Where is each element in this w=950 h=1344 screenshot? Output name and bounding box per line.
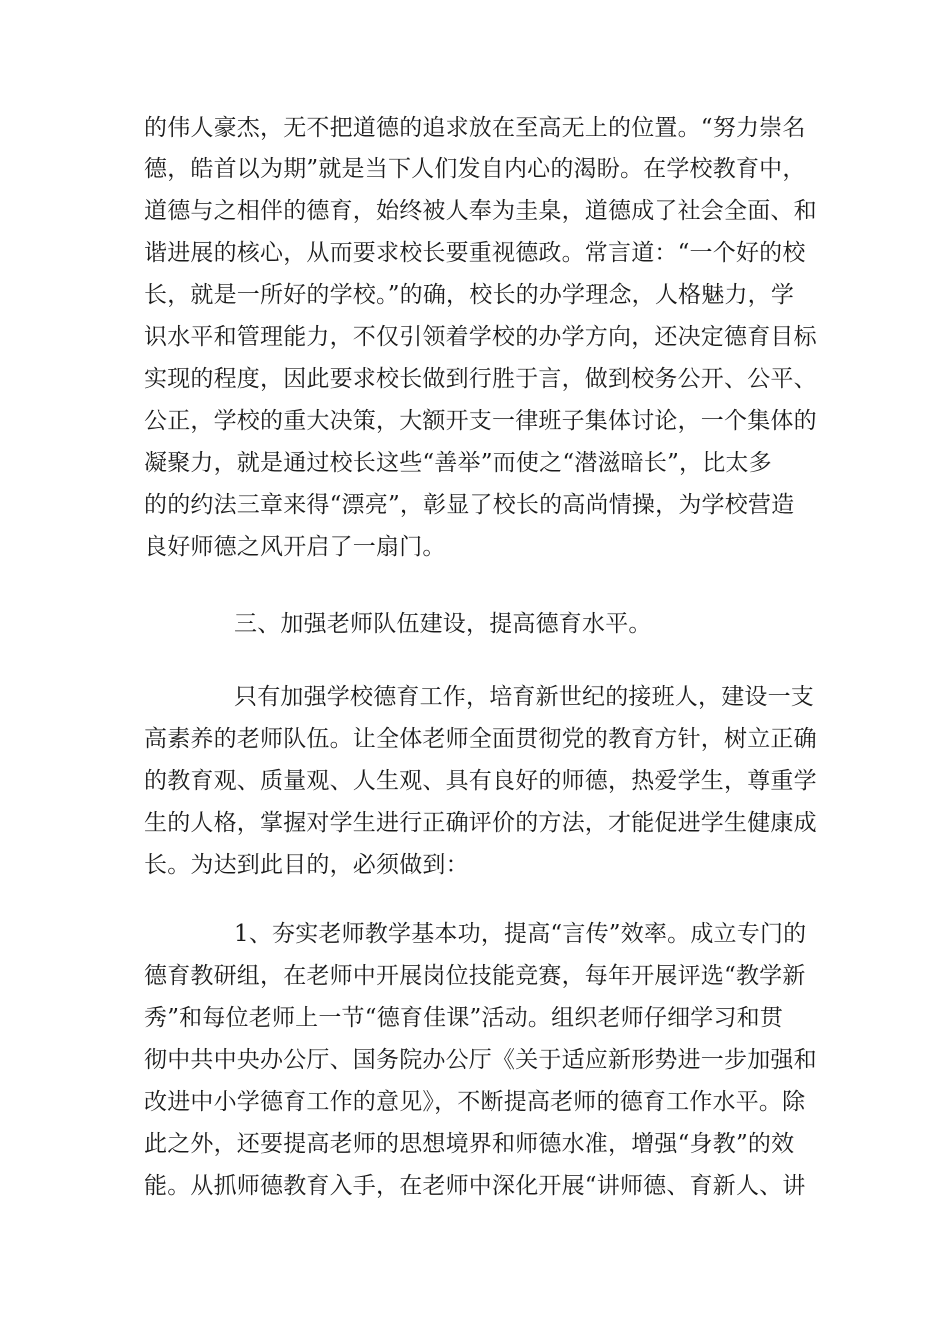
paragraph-1-line: 良好师德之风开启了一扇门。	[144, 534, 446, 560]
section-heading: 三、加强老师队伍建设，提高德育水平。	[234, 611, 652, 637]
paragraph-1-line: 的的约法三章来得“漂亮”，彰显了校长的高尚情操，为学校营造	[144, 492, 795, 518]
paragraph-1-line: 公正，学校的重大决策，大额开支一律班子集体讨论，一个集体的	[144, 408, 817, 434]
paragraph-3-line: 德育教研组，在老师中开展岗位技能竞赛，每年开展评选“教学新	[144, 963, 806, 989]
paragraph-2-line: 生的人格，掌握对学生进行正确评价的方法，才能促进学生健康成	[144, 810, 817, 836]
paragraph-2-line: 长。为达到此目的，必须做到：	[144, 852, 469, 878]
paragraph-1-line: 的伟人豪杰，无不把道德的追求放在至高无上的位置。“努力崇名	[144, 115, 806, 141]
paragraph-1-line: 识水平和管理能力，不仅引领着学校的办学方向，还决定德育目标	[144, 324, 817, 350]
paragraph-1-line: 谐进展的核心，从而要求校长要重视德政。常言道：“一个好的校	[144, 240, 806, 266]
paragraph-3-line: 彻中共中央办公厅、国务院办公厅《关于适应新形势进一步加强和	[144, 1047, 817, 1073]
paragraph-1-line: 凝聚力，就是通过校长这些“善举”而使之“潜滋暗长”，比太多	[144, 450, 772, 476]
paragraph-1-line: 长，就是一所好的学校。”的确，校长的办学理念，人格魅力，学	[144, 282, 795, 308]
paragraph-3-line: 能。从抓师德教育入手，在老师中深化开展“讲师德、育新人、讲	[144, 1173, 806, 1199]
paragraph-3-line: 此之外，还要提高老师的思想境界和师德水准，增强“身教”的效	[144, 1131, 795, 1157]
paragraph-1-line: 道德与之相伴的德育，始终被人奉为圭臬，道德成了社会全面、和	[144, 198, 817, 224]
paragraph-3-line: 改进中小学德育工作的意见》，不断提高老师的德育工作水平。除	[144, 1089, 806, 1115]
paragraph-3-line: 1、夯实老师教学基本功，提高“言传”效率。成立专门的	[234, 921, 807, 947]
paragraph-1-line: 德，皓首以为期”就是当下人们发自内心的渴盼。在学校教育中，	[144, 156, 806, 182]
paragraph-2-line: 高素养的老师队伍。让全体老师全面贯彻党的教育方针，树立正确	[144, 726, 817, 752]
paragraph-2-line: 只有加强学校德育工作，培育新世纪的接班人，建设一支	[234, 684, 814, 710]
paragraph-2-line: 的教育观、质量观、人生观、具有良好的师德，热爱学生，尊重学	[144, 768, 817, 794]
paragraph-3-line: 秀”和每位老师上一节“德育佳课”活动。组织老师仔细学习和贯	[144, 1005, 784, 1031]
paragraph-1-line: 实现的程度，因此要求校长做到行胜于言，做到校务公开、公平、	[144, 366, 817, 392]
